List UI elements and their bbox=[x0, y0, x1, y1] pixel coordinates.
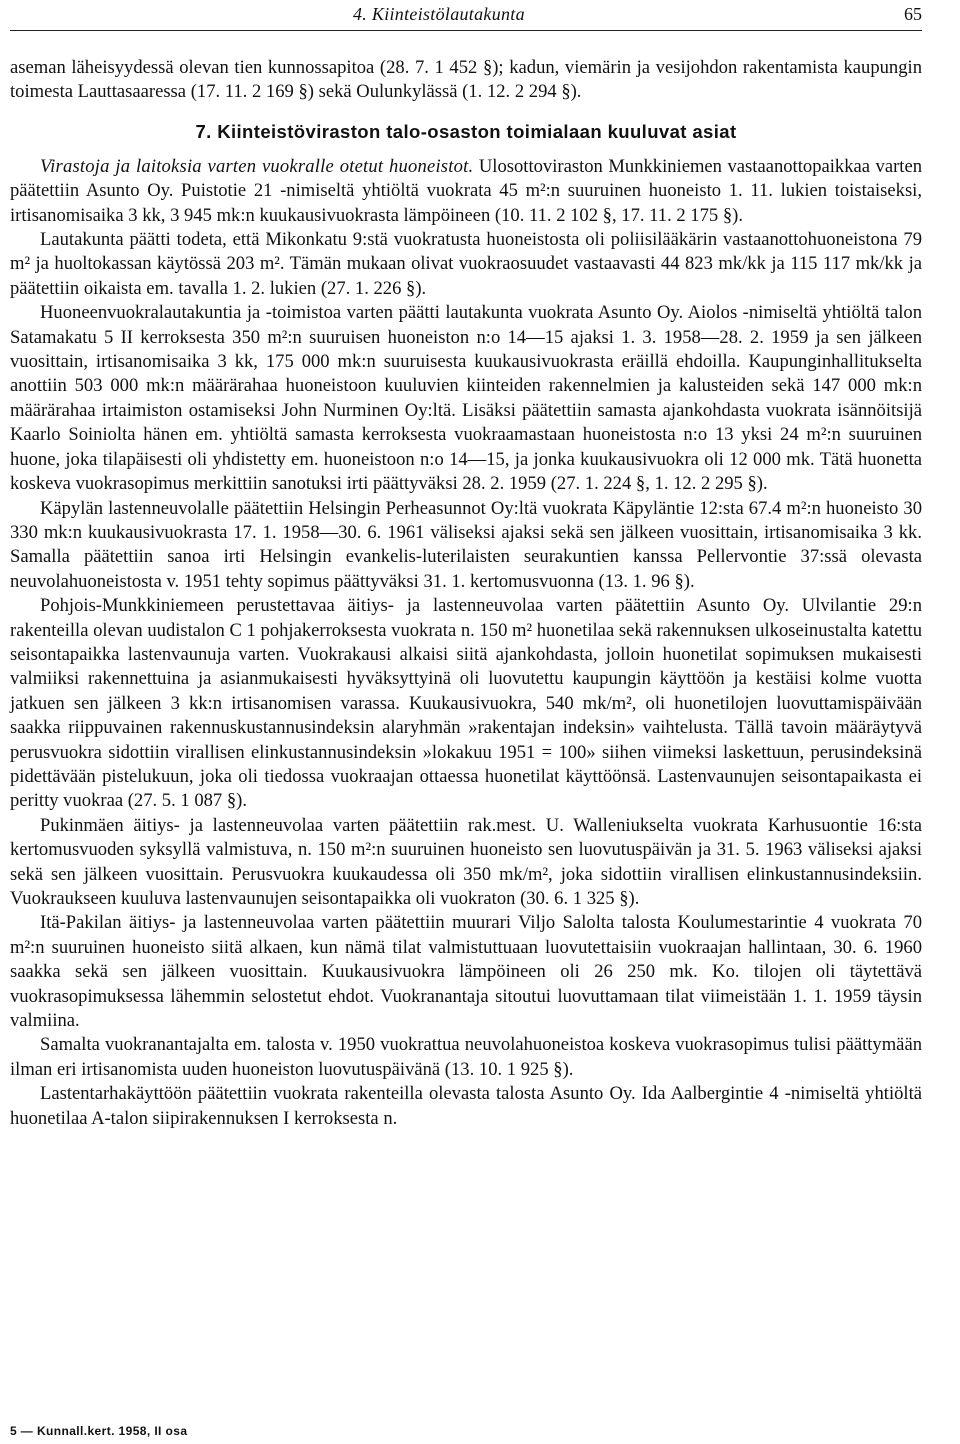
paragraph-ita-pakila: Itä-Pakilan äitiys- ja lastenneuvolaa varten päätettiin muurari Viljo Salolta talosta Koulumestarintie 4 vuokrata 70 m²:n suuruinen huoneisto siitä alkaen, kun nämä tilat valmistuttuaan luovutettaisiin vuokraajan hallintaan, 30. 6. 1960 saakka sekä sen jälkeen vuosittain. Kuukausivuokra lämpöineen oli 26 250 mk. Ko. tilojen oli täytettävä vuokrasopimuksessa lähemmin selostetut ehdot. Vuokranantaja sitoutui luovuttamaan tilat viimeistään 1. 1. 1959 täysin valmiina. bbox=[10, 912, 922, 1032]
paragraph-samalta-vuokranantajalta: Samalta vuokranantajalta em. talosta v. 1950 vuokrattua neuvolahuoneistoa koskeva vuokrasopimus tulisi päättymään ilman eri irtisanomista uuden huoneiston luovutuspäivänä (13. 10. 1 925 §). bbox=[10, 1034, 922, 1080]
page-footer: 5 — Kunnall.kert. 1958, II osa bbox=[10, 1424, 188, 1438]
paragraph-pohjois-munkkiniemi: Pohjois-Munkkiniemeen perustettavaa äitiys- ja lastenneuvolaa varten päätettiin Asunto Oy. Ulvilantie 29:n rakenteilla olevan uudistalon C 1 pohjakerroksesta vuokrata n. 150 m² huonetilaa sekä rakennuksen ulkoseinustalta katettu seisontapaikka lastenvaunuja varten. Vuokrakausi alkaisi siitä ajankohdasta, jolloin huonetilat sopimuksen mukaisesti valmiiksi rakennettuina ja asianmukaisesti hyväksyttyinä oli luovutettu kaupungin käyttöön ja kestäisi kolme vuotta jatkuen sen jälkeen 3 kk:n irtisanomisen varassa. Kuukausivuokra, 540 mk/m², oli huonetilojen luovuttamispäivään saakka riippuvainen rakennuskustannusindeksin alaryhmän »rakentajan indeksin» vaihtelusta. Tällä tavoin määräytyvä perusvuokra sidottiin virallisen elinkustannusindeksin »lokakuu 1951 = 100» siihen viimeksi laskettuun, perusindeksinä pidettävään pistelukuun, joka oli tiedossa vuokraajan ottaessa huonetilat käyttöönsä. Lastenvaunujen seisontapaikasta ei peritty vuokraa (27. 5. 1 087 §). bbox=[10, 595, 922, 812]
document-page bbox=[10, 0, 922, 1444]
chapter-title: 4. Kiinteistölautakunta bbox=[353, 4, 525, 24]
paragraph-pukinmaki: Pukinmäen äitiys- ja lastenneuvolaa varten päätettiin rak.mest. U. Walleniukselta vuokrata Karhusuontie 16:sta kertomusvuoden syksyllä valmistuva, n. 150 m²:n suuruinen huoneisto sen luovutuspäivän ja 31. 5. 1963 väliseksi ajaksi sekä sen jälkeen vuosittain. Perusvuokra kuukaudessa oli 350 mk/m², joka sidottiin virallisen elinkustannusindeksiin. Vuokraukseen kuuluva lastenvaunujen seisontapaikka oli vuokraton (30. 6. 1 325 §). bbox=[10, 814, 922, 909]
paragraph-mikonkatu: Lautakunta päätti todeta, että Mikonkatu 9:stä vuokratusta huoneistosta oli poliisilääkärin vastaanottohuoneistona 79 m² ja huoltokassan käytössä 203 m². Tämän mukaan olivat vuokraosuudet vastaavasti 44 823 mk/kk ja 115 117 mk/kk ja päätettiin oikaista em. tavalla 1. 2. lukien (27. 1. 226 §). bbox=[10, 229, 922, 299]
running-header bbox=[10, 4, 922, 31]
section-heading: 7. Kiinteistöviraston talo-osaston toimialaan kuuluvat asiat bbox=[195, 120, 737, 142]
body-text bbox=[10, 56, 922, 1131]
paragraph-text: Ulosottoviraston Munkkiniemen vastaanottopaikkaa varten päätettiin Asunto Oy. Puistotie 21 -nimiseltä yhtiöltä vuokrata 45 m²:n suuruinen huoneisto 1. 11. lukien toistaiseksi, irtisanomisaika 3 kk, 3 945 mk:n kuukausivuokrasta lämpöineen (10. 11. 2 102 §, 17. 11. 2 175 §). bbox=[10, 155, 922, 226]
paragraph-kapyla: Käpylän lastenneuvolalle päätettiin Helsingin Perheasunnot Oy:ltä vuokrata Käpyläntie 12:sta 67.4 m²:n huoneisto 30 330 mk:n kuukausivuokrasta 17. 1. 1958—30. 6. 1961 väliseksi ajaksi sekä sen jälkeen vuosittain, irtisanomisaika 3 kk. Samalla päätettiin sanoa irti Helsingin evankelis-luterilaisten seurakuntien kanssa Pellervontie 37:ssä olevasta neuvolahuoneistosta v. 1951 tehty sopimus päättyväksi 31. 1. kertomusvuonna (13. 1. 96 §). bbox=[10, 497, 922, 592]
paragraph-lastentarha: Lastentarhakäyttöön päätettiin vuokrata rakenteilla olevasta talosta Asunto Oy. Ida Aalbergintie 4 -nimiseltä yhtiöltä huonetilaa A-talon siipirakennuksen I kerroksesta n. bbox=[10, 1083, 922, 1129]
page-number: 65 bbox=[904, 4, 922, 24]
paragraph-huoneenvuokralautakunta: Huoneenvuokralautakuntia ja -toimistoa varten päätti lautakunta vuokrata Asunto Oy. Aiolos -nimiseltä yhtiöltä talon Satamakatu 5 II kerroksesta 350 m²:n suuruisen huoneiston n:o 14—15 ajaksi 1. 3. 1958—28. 2. 1959 ja sen jälkeen vuosittain, irtisanomisaika 3 kk, 175 000 mk:n suuruisesta kuukausivuokrasta eräillä ehdoilla. Kaupunginhallitukselta anottiin 503 000 mk:n määrärahaa huoneistoon kuuluvien kiinteiden rakennelmien ja kalusteiden sekä 147 000 mk:n määrärahaa irtaimiston ostamiseksi John Nurminen Oy:ltä. Lisäksi päätettiin samasta ajankohdasta vuokrata isännöitsijä Kaarlo Soiniolta hänen em. yhtiöltä samasta kerroksesta vuokraamastaan huoneistosta n:o 13 yksi 24 m²:n suuruinen huone, joka tilapäisesti oli yhdistetty em. huoneistoon n:o 14—15, ja jonka kuukausivuokra oli 12 000 mk. Tätä huonetta koskeva vuokrasopimus merkittiin sanotuksi irti päättyväksi 28. 2. 1959 (27. 1. 224 §, 1. 12. 2 295 §). bbox=[10, 302, 922, 495]
subheading: Virastoja ja laitoksia varten vuokralle otetut huoneistot. bbox=[40, 155, 474, 177]
paragraph-ulosottovirasto bbox=[10, 155, 922, 228]
intro-paragraph: aseman läheisyydessä olevan tien kunnossapitoa (28. 7. 1 452 §); kadun, viemärin ja vesijohdon rakentamista kaupungin toimesta Lauttasaaressa (17. 11. 2 169 §) sekä Oulunkylässä (1. 12. 2 294 §). bbox=[10, 57, 922, 103]
